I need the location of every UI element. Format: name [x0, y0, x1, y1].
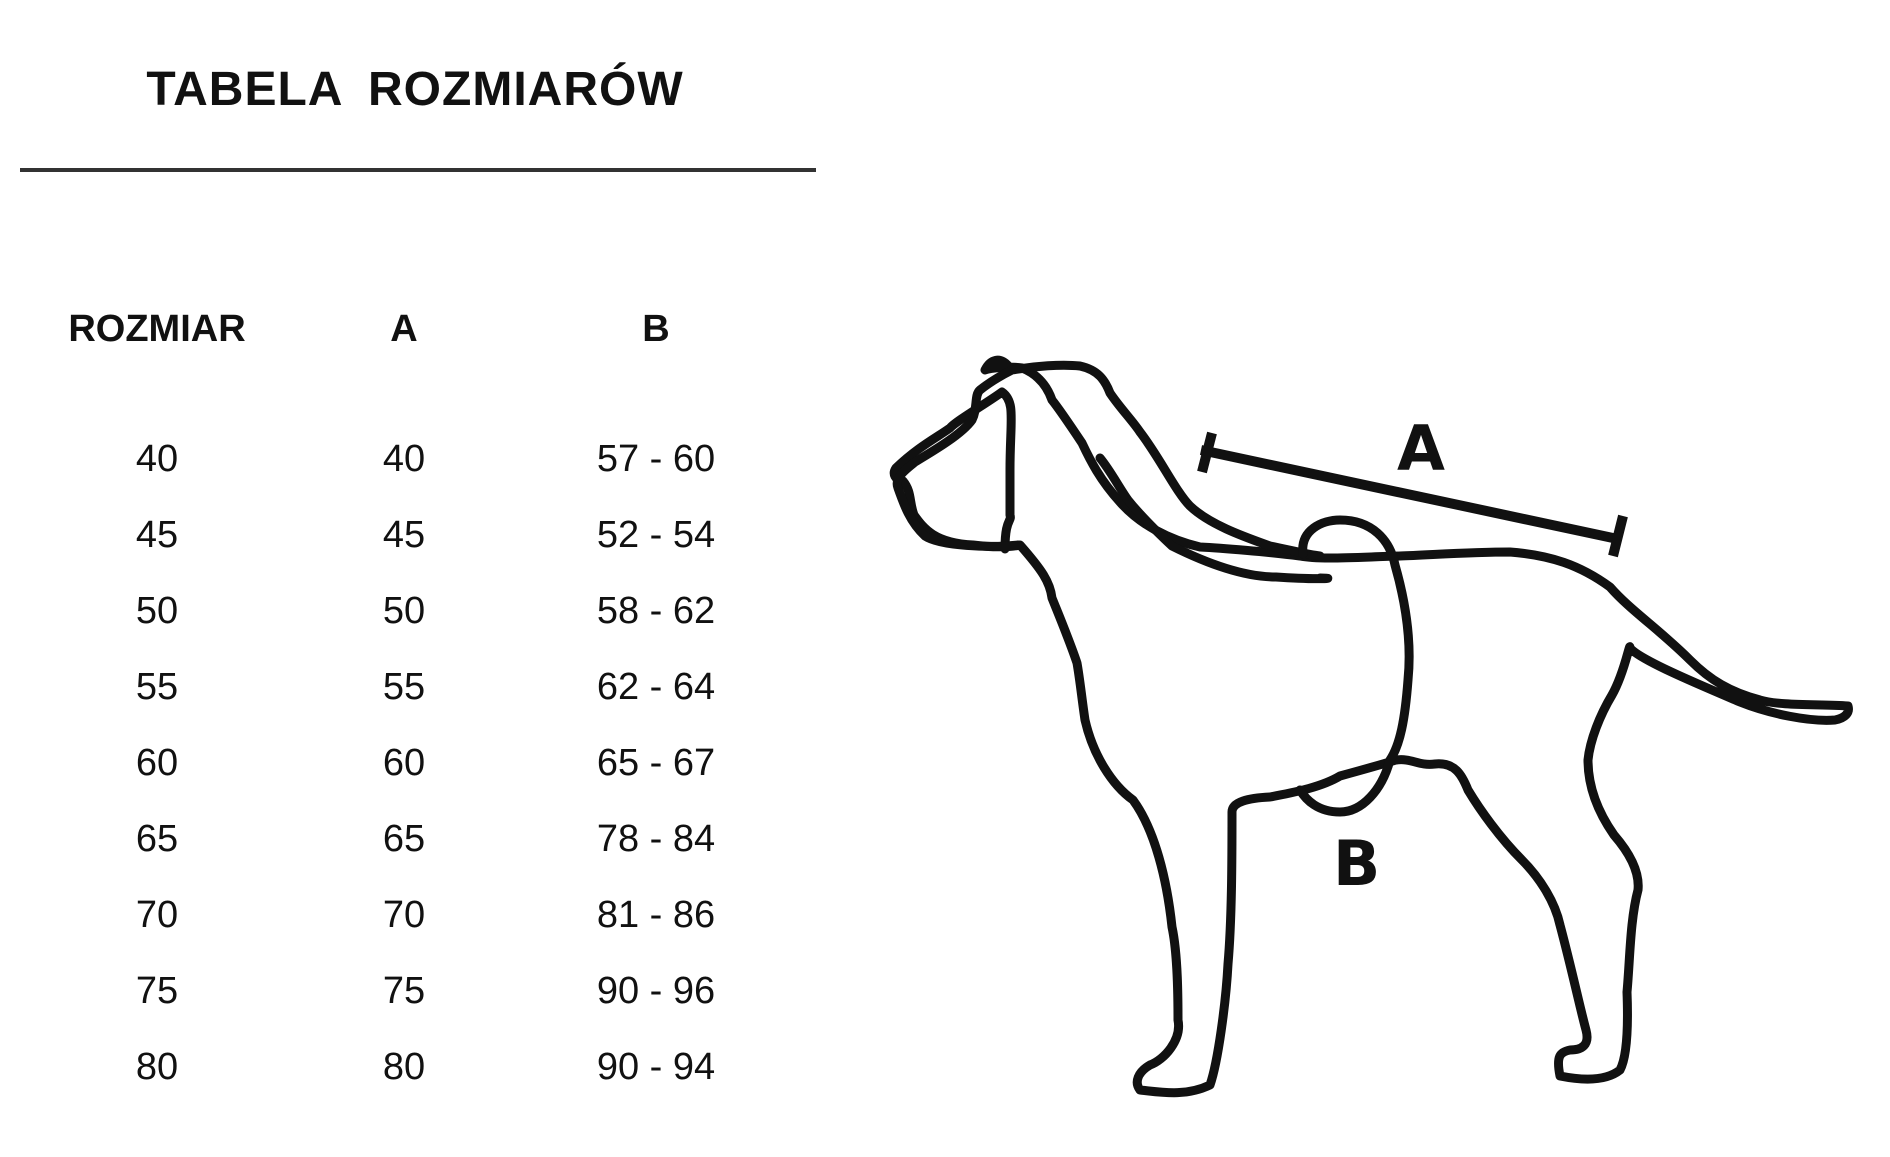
cell-b: 90 - 94 — [596, 1046, 716, 1088]
cell-size: 60 — [135, 742, 179, 784]
cell-a: 75 — [382, 970, 426, 1012]
measure-a-label: A — [1397, 412, 1445, 485]
measure-a-end-tick — [1613, 516, 1623, 556]
cell-b: 90 - 96 — [596, 970, 716, 1012]
measure-a-start-tick — [1202, 433, 1212, 472]
cell-b: 57 - 60 — [596, 438, 716, 480]
cell-b: 58 - 62 — [596, 590, 716, 632]
cell-size: 50 — [135, 590, 179, 632]
cell-b: 52 - 54 — [596, 514, 716, 556]
cell-b: 62 - 64 — [596, 666, 716, 708]
page-title: TABELA ROZMIARÓW — [146, 63, 684, 116]
cell-size: 40 — [135, 438, 179, 480]
cell-size: 45 — [135, 514, 179, 556]
cell-b: 65 - 67 — [596, 742, 716, 784]
cell-size: 55 — [135, 666, 179, 708]
cell-size: 80 — [135, 1046, 179, 1088]
cell-a: 55 — [382, 666, 426, 708]
cell-a: 70 — [382, 894, 426, 936]
cell-b: 81 - 86 — [596, 894, 716, 936]
measure-b-label: B — [1333, 827, 1381, 900]
cell-size: 75 — [135, 970, 179, 1012]
cell-a: 50 — [382, 590, 426, 632]
column-header-b: B — [642, 308, 670, 350]
cell-a: 60 — [382, 742, 426, 784]
cell-a: 40 — [382, 438, 426, 480]
cell-b: 78 - 84 — [596, 818, 716, 860]
dog-outline — [894, 360, 1848, 1093]
column-header-size: ROZMIAR — [68, 308, 246, 350]
cell-a: 65 — [382, 818, 426, 860]
cell-size: 70 — [135, 894, 179, 936]
cell-a: 45 — [382, 514, 426, 556]
cell-size: 65 — [135, 818, 179, 860]
column-header-a: A — [390, 308, 418, 350]
cell-a: 80 — [382, 1046, 426, 1088]
